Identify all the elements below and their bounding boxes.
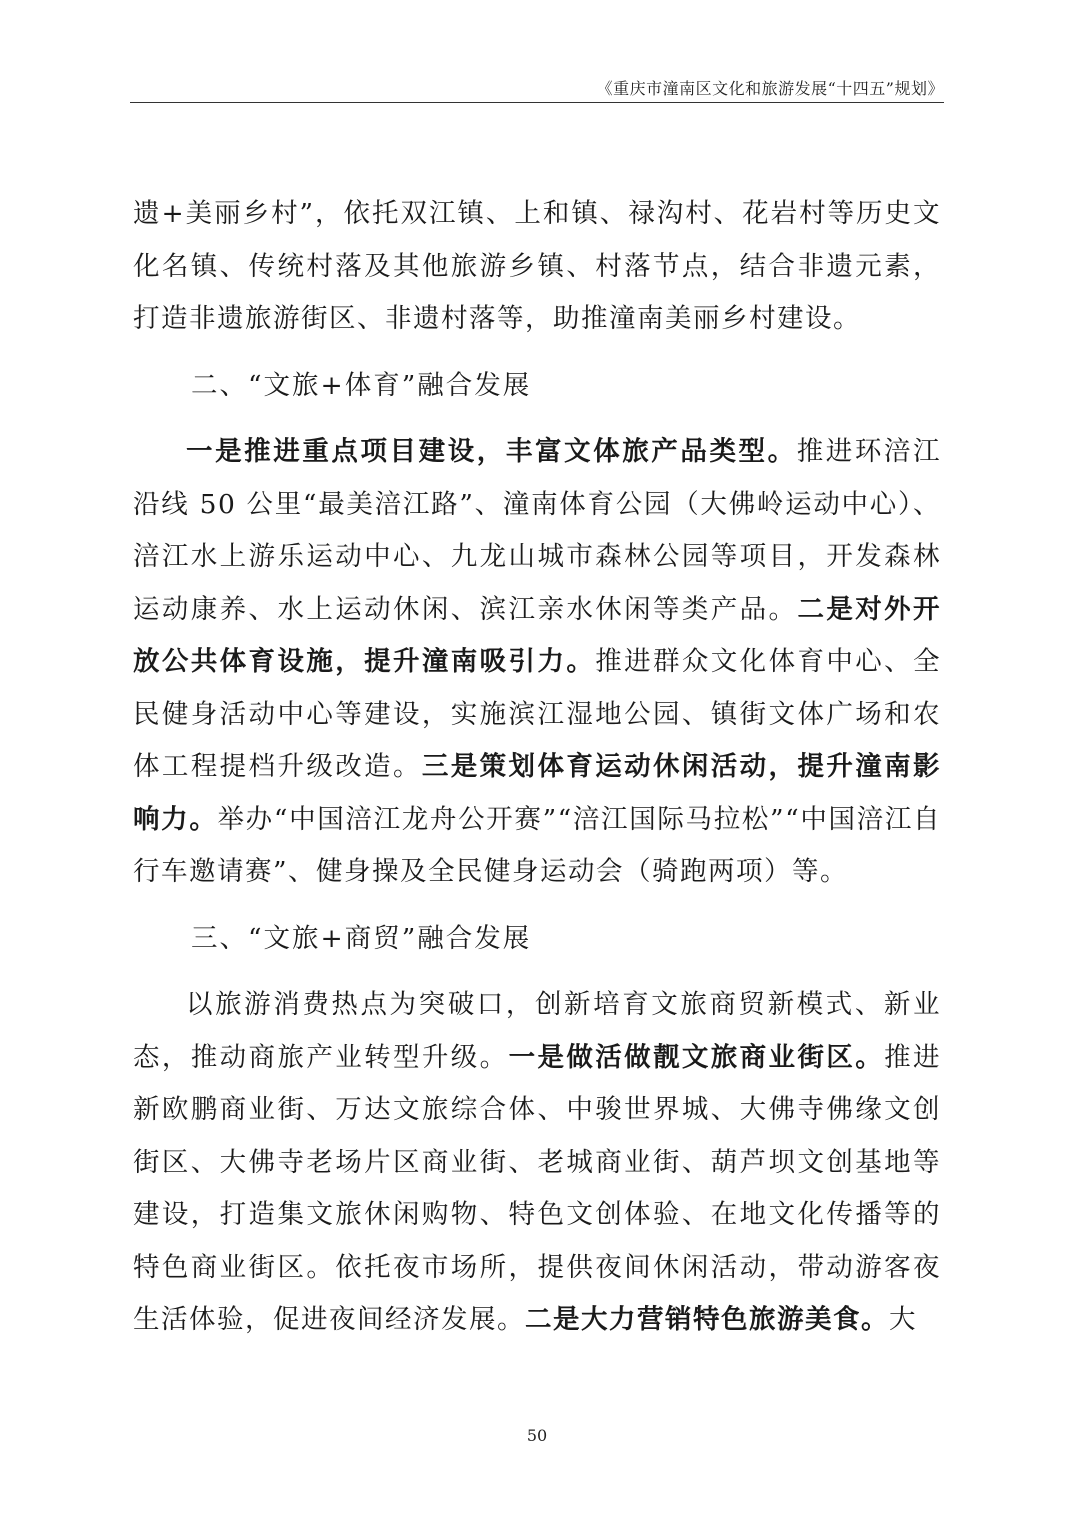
bold-lead-sports-1: 一是推进重点项目建设，丰富文体旅产品类型。 <box>186 436 797 467</box>
section-heading-sports: 二、“文旅+体育”融合发展 <box>191 369 532 401</box>
text-sports-1: 推进环涪江沿线 50 公里“最美涪江路”、潼南体育公园（大佛岭运动中心）、涪江水上游乐运动中心、九龙山城市森林公园等项目，开发森林运动康养、水上运动休闲、滨江亲水休闲等类产品。 <box>133 436 942 625</box>
bold-lead-commerce-2: 二是大力营销特色旅游美食。 <box>525 1304 889 1335</box>
bold-lead-sports-2: 二是对外开放公共体育设施，提升潼南吸引力。 <box>133 593 942 677</box>
text-sports-2: 推进群众文化体育中心、全民健身活动中心等建设，实施滨江湿地公园、镇街文体广场和农体工程提档升级改造。 <box>133 646 942 782</box>
page-number: 50 <box>526 1426 548 1445</box>
section-heading-commerce: 三、“文旅+商贸”融合发展 <box>191 922 532 954</box>
text-sports-3: 举办“中国涪江龙舟公开赛”“涪江国际马拉松”“中国涪江自行车邀请赛”、健身操及全民健身运动会（骑跑两项）等。 <box>133 803 941 887</box>
paragraph-commerce <box>133 979 941 1347</box>
header-divider <box>130 102 944 103</box>
text-commerce-1: 推进新欧鹏商业街、万达文旅综合体、中骏世界城、大佛寺佛缘文创街区、大佛寺老场片区商业街、老城商业街、葫芦坝文创基地等建设，打造集文旅休闲购物、特色文创体验、在地文化传播等的特色商业街区。依托夜市场所，提供夜间休闲活动，带动游客夜生活体验，促进夜间经济发展。 <box>133 1041 942 1335</box>
bold-lead-commerce-1: 一是做活做靓文旅商业街区。 <box>508 1041 885 1073</box>
running-header: 《重庆市潼南区文化和旅游发展“十四五”规划》 <box>596 79 944 98</box>
document-body <box>133 188 941 1347</box>
text-commerce-intro: 以旅游消费热点为突破口，创新培育文旅商贸新模式、新业态，推动商旅产业转型升级。 <box>133 989 941 1073</box>
text-commerce-2: 大 <box>889 1304 917 1335</box>
paragraph-sports <box>133 426 941 899</box>
paragraph-rural-heritage: 遗+美丽乡村”，依托双江镇、上和镇、禄沟村、花岩村等历史文化名镇、传统村落及其他旅游乡镇、村落节点，结合非遗元素，打造非遗旅游街区、非遗村落等，助推潼南美丽乡村建设。 <box>133 198 941 334</box>
bold-lead-sports-3: 三是策划体育运动休闲活动，提升潼南影响力。 <box>133 751 942 835</box>
